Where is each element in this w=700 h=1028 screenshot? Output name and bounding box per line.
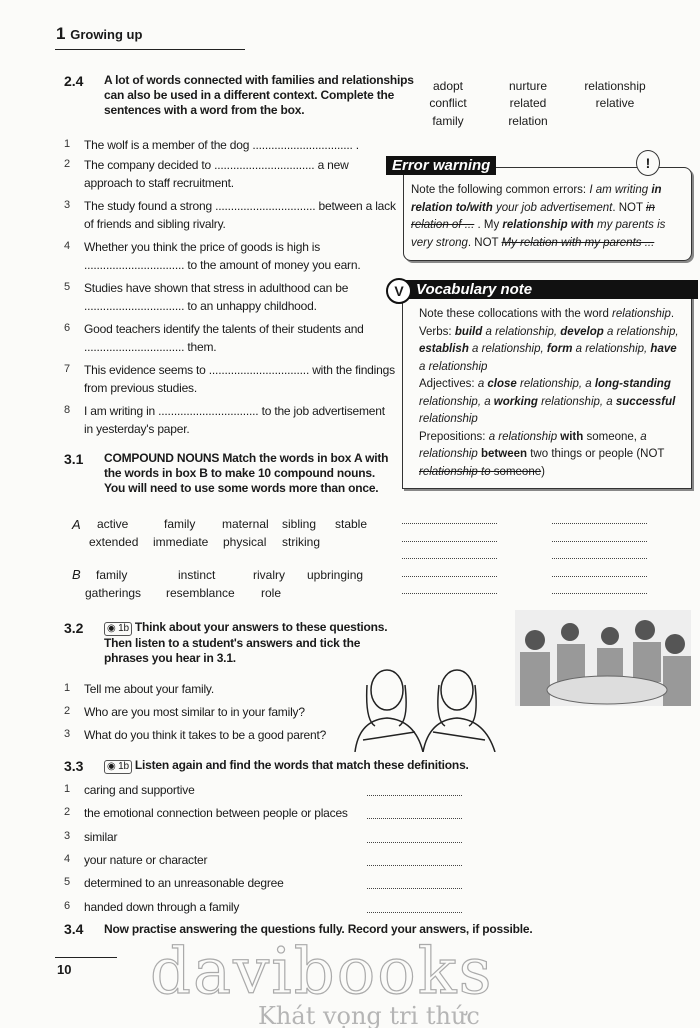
note-text-segment: successful (615, 395, 676, 408)
instruction-text: Think about your answers to these questions. Then listen to a student's answers and tick the phrases you hear in 3.1. (104, 620, 388, 665)
item-number: 5 (64, 281, 71, 293)
fill-in-sentence[interactable]: I am writing in ................................ to the job advertisement in yesterday's paper. (84, 404, 385, 436)
word-box-item: relation (508, 114, 548, 128)
item-number: 1 (64, 682, 71, 694)
note-text-segment: Verbs: (419, 325, 455, 338)
note-text-segment: a relationship, (468, 343, 547, 355)
note-text-segment: relationship (612, 308, 671, 320)
definition-text: your nature or character (84, 852, 208, 867)
note-text-segment: a relationship (419, 360, 488, 373)
word-box-item: adopt (432, 79, 464, 93)
warning-icon: ! (636, 150, 660, 176)
instruction-caps: COMPOUND NOUNS (104, 451, 220, 465)
exercise-instruction (104, 451, 399, 496)
note-text-segment: a relationship, (572, 343, 651, 355)
box-a-word: family (164, 517, 196, 531)
fill-in-sentence[interactable]: Whether you think the price of goods is high is ................................ to the amount of money you earn. (84, 240, 361, 272)
audio-track: 1b (118, 761, 129, 772)
box-a-word: physical (223, 535, 267, 549)
note-text-segment: with (560, 430, 584, 443)
box-b-word: upbringing (307, 568, 364, 582)
question-text: Who are you most similar to in your family? (84, 705, 305, 719)
box-a-word: immediate (153, 535, 209, 549)
item-number: 3 (64, 199, 71, 211)
box-a-word: maternal (222, 517, 269, 531)
definition-text: determined to an unreasonable degree (84, 876, 284, 891)
box-b-word: gatherings (85, 586, 142, 600)
word-box-item: relationship (584, 79, 646, 93)
fill-in-sentence[interactable]: Studies have shown that stress in adulthood can be ................................ to an unhappy childhood. (84, 281, 349, 313)
watermark-brand: davibooks (150, 935, 494, 1009)
note-text-segment: close (487, 378, 517, 390)
note-text-segment: Adjectives: (419, 378, 478, 390)
answer-line[interactable] (367, 817, 462, 819)
note-text-segment: build (454, 325, 483, 338)
note-text-segment: a (477, 378, 488, 390)
item-number: 7 (64, 363, 71, 375)
answer-line[interactable] (402, 557, 497, 559)
question-text: What do you think it takes to be a good parent? (84, 728, 327, 742)
note-text-segment: My relation with my parents ... (501, 236, 655, 249)
word-box-item: nurture (508, 79, 548, 93)
page-number: 10 (57, 962, 72, 977)
definition-text: similar (84, 829, 118, 844)
item-number: 3 (64, 829, 71, 842)
answer-line[interactable] (552, 575, 647, 577)
answer-line[interactable] (552, 540, 647, 542)
instruction-text: Match the words in box A with the words in box B to make 10 compound nouns. You will need to use some words more than once. (104, 451, 389, 495)
answer-line[interactable] (552, 522, 647, 524)
item-number: 2 (64, 158, 71, 170)
note-text-segment: . NOT (612, 201, 646, 214)
box-a-word: extended (89, 535, 139, 549)
note-text-segment: relationship to (419, 465, 491, 478)
note-text-segment: your job advertisement (492, 201, 613, 214)
vocabulary-icon: V (386, 278, 412, 304)
note-text-segment: . (670, 308, 675, 320)
note-text-segment: relationship, a (516, 378, 595, 390)
chapter-header (56, 24, 142, 44)
box-a-word: sibling (282, 517, 317, 531)
answer-line[interactable] (367, 887, 462, 889)
word-box-item: family (432, 114, 464, 128)
item-number: 8 (64, 404, 71, 416)
word-box-item: relative (595, 96, 635, 110)
exercise-number: 3.2 (64, 620, 84, 636)
answer-line[interactable] (367, 794, 462, 796)
box-a-label: A (72, 517, 81, 532)
note-text-segment: long-standing (594, 378, 671, 390)
note-text-segment: between (481, 448, 528, 460)
exercise-number: 3.3 (64, 758, 84, 774)
note-text-segment: relationship (419, 413, 478, 425)
item-number: 1 (64, 138, 71, 150)
note-text-segment: in relation of ... (411, 201, 655, 231)
note-text-segment: two things or people (NOT (527, 448, 665, 460)
answer-line[interactable] (367, 911, 462, 913)
note-text-segment: Prepositions: (419, 430, 489, 443)
fill-in-sentence[interactable]: The company decided to ................................ a new approach to staff recruitment. (84, 158, 349, 190)
answer-line[interactable] (402, 592, 497, 594)
chapter-title: Growing up (70, 27, 143, 42)
note-text-segment: have (650, 343, 677, 355)
note-text-segment: . NOT (467, 236, 502, 249)
fill-in-sentence[interactable]: Good teachers identify the talents of their students and ................................ them. (84, 322, 364, 354)
box-b-word: rivalry (253, 568, 285, 582)
box-a-word: stable (335, 517, 368, 531)
note-text-segment: develop (560, 325, 604, 338)
note-text-segment: relationship, a (419, 395, 494, 408)
note-text-segment: Note the following common errors: (411, 184, 590, 196)
audio-track-badge[interactable]: ◉ 1b (104, 760, 132, 774)
exercise-instruction: Now practise answering the questions fully. Record your answers, if possible. (104, 922, 533, 936)
note-text-segment: a relationship (488, 430, 561, 443)
exercise-instruction: A lot of words connected with families and relationships can also be used in a different context. Complete the sentences with a word from the box. (104, 73, 414, 117)
definition-text: the emotional connection between people or places (84, 806, 348, 821)
note-text-segment: a relationship (419, 430, 647, 460)
item-number: 6 (64, 899, 71, 912)
note-text-segment: in relation to/with (411, 184, 662, 214)
box-b-word: instinct (178, 568, 216, 582)
item-number: 5 (64, 876, 71, 889)
family-dinner-photo (515, 610, 691, 706)
exercise-number: 2.4 (64, 73, 84, 89)
fill-in-sentence[interactable]: The study found a strong ................................ between a lack of friends and sibling rivalry. (84, 199, 396, 231)
exercise-instruction (104, 758, 469, 774)
item-number: 3 (64, 728, 71, 740)
two-women-illustration (345, 660, 500, 752)
item-number: 2 (64, 806, 71, 819)
item-number: 1 (64, 783, 71, 795)
answer-line[interactable] (402, 522, 497, 524)
answer-line[interactable] (367, 841, 462, 843)
error-warning-text (411, 182, 686, 252)
box-a-word: active (97, 517, 129, 531)
note-text-segment: Note these collocations with the word (419, 308, 613, 320)
footer-rule (55, 957, 117, 958)
note-text-segment: relationship, a (537, 395, 616, 408)
chapter-number: 1 (56, 24, 66, 43)
question-text: Tell me about your family. (84, 682, 214, 696)
note-text-segment: . My (474, 219, 503, 231)
box-b-label: B (72, 567, 81, 582)
word-box-item: related (509, 96, 547, 110)
vocabulary-note-text (419, 306, 685, 481)
item-number: 2 (64, 705, 71, 717)
note-text-segment: working (493, 395, 538, 408)
answer-line[interactable] (402, 575, 497, 577)
vocabulary-note-title: Vocabulary note (402, 280, 698, 299)
note-text-segment: relationship with (502, 219, 594, 231)
item-number: 6 (64, 322, 71, 334)
answer-line[interactable] (367, 864, 462, 866)
note-text-segment: ) (541, 465, 545, 478)
item-number: 4 (64, 240, 71, 252)
note-text-segment: form (546, 343, 573, 355)
exercise-number: 3.4 (64, 921, 84, 937)
note-text-segment: a relationship, (603, 325, 679, 338)
answer-line[interactable] (402, 540, 497, 542)
answer-line[interactable] (552, 592, 647, 594)
box-a-word: striking (282, 535, 321, 549)
error-warning-title: Error warning (386, 156, 496, 175)
note-text-segment: establish (419, 343, 469, 355)
item-number: 4 (64, 852, 71, 865)
definition-text: handed down through a family (84, 899, 240, 914)
note-text-segment: my parents is very strong (411, 219, 666, 249)
fill-in-sentence[interactable]: The wolf is a member of the dog ................................ . (84, 138, 359, 152)
exercise-number: 3.1 (64, 451, 84, 467)
box-b-word: role (261, 586, 282, 600)
header-rule (55, 49, 245, 50)
note-text-segment: someone (490, 465, 542, 478)
fill-in-sentence[interactable]: This evidence seems to ................................ with the findings from previous studies. (84, 363, 395, 395)
note-text-segment: I am writing (589, 184, 652, 196)
word-box-item: conflict (429, 96, 467, 110)
audio-track: 1b (118, 623, 129, 634)
definition-text: caring and supportive (84, 783, 195, 797)
box-b-word: family (96, 568, 128, 582)
box-b-word: resemblance (166, 586, 235, 600)
instruction-text: Listen again and find the words that match these definitions. (134, 758, 469, 772)
watermark-slogan: Khát vọng tri thức (258, 1002, 480, 1028)
audio-track-badge[interactable]: ◉ 1b (104, 622, 132, 636)
answer-line[interactable] (552, 557, 647, 559)
note-text-segment: someone, (583, 430, 641, 443)
note-text-segment: a relationship, (482, 325, 561, 338)
